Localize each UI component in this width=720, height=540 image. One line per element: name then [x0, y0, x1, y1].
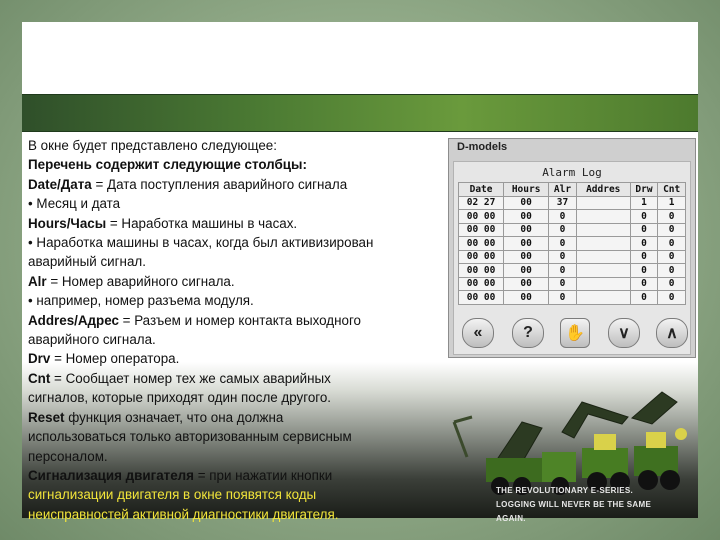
text-fragment: = Разъем и номер контакта выходного	[118, 312, 362, 328]
table-cell: 00 00	[459, 250, 504, 264]
table-cell	[576, 264, 630, 278]
text-fragment: = Дата поступления аварийного сигнала	[91, 176, 348, 192]
text-fragment: • например, номер разъема модуля.	[28, 293, 254, 309]
banner-line-2: LOGGING WILL NEVER BE THE SAME AGAIN.	[496, 500, 652, 523]
text-fragment: персоналом.	[28, 448, 108, 464]
text-line	[28, 311, 448, 330]
table-cell	[576, 277, 630, 291]
text-line	[28, 291, 448, 310]
table-cell: 0	[658, 291, 686, 305]
table-cell: 00	[504, 196, 549, 210]
d-models-screenshot	[448, 138, 696, 358]
term-label: Drv	[28, 351, 51, 367]
scroll-down-button[interactable]	[608, 318, 640, 348]
table-row	[459, 223, 686, 237]
table-cell: 0	[658, 210, 686, 224]
table-cell: 0	[630, 223, 658, 237]
term-label: Cnt	[28, 370, 51, 386]
table-cell: 0	[549, 250, 577, 264]
table-cell: 00	[504, 277, 549, 291]
help-button[interactable]	[512, 318, 544, 348]
alarm-log-title: Alarm Log	[542, 166, 602, 179]
table-cell: 37	[549, 196, 577, 210]
table-cell: 1	[658, 196, 686, 210]
e-series-banner	[496, 484, 676, 526]
table-cell: 0	[658, 223, 686, 237]
alarm-log-table	[458, 182, 686, 305]
table-cell: 0	[549, 237, 577, 251]
text-line	[28, 175, 448, 194]
term-label: Reset	[28, 409, 65, 425]
term-label: Hours/Часы	[28, 215, 107, 231]
term-label: Сигнализация двигателя	[28, 467, 194, 483]
text-fragment: = Наработка машины в часах.	[106, 215, 298, 231]
table-cell	[576, 291, 630, 305]
term-label: Date/Дата	[28, 176, 92, 192]
text-fragment: аварийного сигнала.	[28, 332, 156, 348]
text-fragment: функция означает, что она должна	[64, 409, 284, 425]
table-cell: 0	[549, 291, 577, 305]
text-fragment: • Наработка машины в часах, когда был активизирован	[28, 235, 374, 251]
text-line	[28, 330, 448, 349]
table-cell	[576, 237, 630, 251]
table-cell	[576, 196, 630, 210]
column-header: Cnt	[658, 183, 686, 197]
table-row	[459, 210, 686, 224]
text-line	[28, 369, 448, 388]
table-cell: 1	[630, 196, 658, 210]
column-header: Drw	[630, 183, 658, 197]
table-cell: 0	[658, 277, 686, 291]
table-cell: 0	[630, 277, 658, 291]
text-line	[28, 214, 448, 233]
text-line	[28, 447, 448, 466]
table-cell: 0	[630, 237, 658, 251]
back-button[interactable]	[462, 318, 494, 348]
table-cell: 00	[504, 250, 549, 264]
column-header: Alr	[549, 183, 577, 197]
table-cell: 00 00	[459, 291, 504, 305]
term-label: Перечень содержит следующие столбцы:	[28, 157, 307, 173]
hand-icon: ✋	[565, 325, 585, 342]
double-chevron-left-icon: «	[473, 324, 483, 341]
table-cell: 0	[630, 264, 658, 278]
text-line	[28, 136, 448, 155]
term-label: Alr	[28, 273, 47, 289]
table-row	[459, 237, 686, 251]
text-line	[28, 252, 448, 271]
table-cell: 0	[549, 210, 577, 224]
chevron-down-icon: ∨	[618, 325, 630, 342]
table-cell: 0	[630, 250, 658, 264]
text-line	[28, 388, 448, 407]
table-cell: 00	[504, 291, 549, 305]
text-line	[28, 349, 448, 368]
text-line	[28, 505, 448, 524]
table-cell: 00 00	[459, 223, 504, 237]
table-cell: 00	[504, 223, 549, 237]
table-cell: 0	[658, 250, 686, 264]
banner-line-1: THE REVOLUTIONARY E-SERIES.	[496, 486, 634, 495]
text-fragment: использоваться только авторизованным сервисным	[28, 429, 352, 445]
text-line	[28, 408, 448, 427]
question-icon: ?	[523, 324, 533, 341]
text-line	[28, 485, 448, 504]
table-cell: 00	[504, 237, 549, 251]
column-header: Date	[459, 183, 504, 197]
text-fragment: = при нажатии кнопки	[194, 467, 333, 483]
table-cell: 00 00	[459, 210, 504, 224]
table-cell: 0	[658, 264, 686, 278]
table-cell: 00	[504, 264, 549, 278]
table-row	[459, 277, 686, 291]
text-fragment: неисправностей активной диагностики двигателя.	[28, 506, 339, 522]
text-fragment: = Номер аварийного сигнала.	[46, 273, 235, 289]
table-cell: 00 00	[459, 237, 504, 251]
table-cell: 00 00	[459, 264, 504, 278]
slide	[22, 22, 698, 523]
table-cell	[576, 250, 630, 264]
header-band	[22, 94, 698, 132]
table-cell	[576, 223, 630, 237]
table-row	[459, 250, 686, 264]
column-header: Hours	[504, 183, 549, 197]
text-line	[28, 155, 448, 174]
reset-button[interactable]	[560, 318, 590, 348]
scroll-up-button[interactable]	[656, 318, 688, 348]
text-fragment: • Месяц и дата	[28, 196, 121, 212]
text-fragment: = Номер оператора.	[50, 351, 180, 367]
chevron-up-icon: ∧	[666, 325, 678, 342]
text-line	[28, 466, 448, 485]
term-label: Addres/Адрес	[28, 312, 119, 328]
table-cell: 0	[549, 264, 577, 278]
text-line	[28, 427, 448, 446]
text-fragment: сигнализации двигателя в окне появятся коды	[28, 487, 317, 503]
table-cell: 0	[549, 223, 577, 237]
text-line	[28, 272, 448, 291]
text-line	[28, 233, 448, 252]
table-cell: 0	[549, 277, 577, 291]
alarm-log-panel	[453, 161, 691, 355]
text-fragment: В окне будет представлено следующее:	[28, 138, 277, 153]
slide-title-area	[22, 22, 698, 94]
table-row	[459, 291, 686, 305]
table-cell: 02 27	[459, 196, 504, 210]
column-header: Addres	[576, 183, 630, 197]
text-line	[28, 194, 448, 213]
table-cell: 00	[504, 210, 549, 224]
table-row	[459, 196, 686, 210]
table-cell	[576, 210, 630, 224]
table-cell: 0	[630, 210, 658, 224]
d-models-label: D-models	[457, 141, 508, 153]
table-cell: 0	[630, 291, 658, 305]
description-text	[28, 136, 448, 524]
table-cell: 0	[658, 237, 686, 251]
text-fragment: сигналов, которые приходят один после другого.	[28, 390, 332, 406]
table-cell: 00 00	[459, 277, 504, 291]
text-fragment: = Сообщает номер тех же самых аварийных	[50, 370, 331, 386]
table-row	[459, 264, 686, 278]
alarm-log-buttons	[462, 318, 688, 348]
text-fragment: аварийный сигнал.	[28, 254, 146, 270]
